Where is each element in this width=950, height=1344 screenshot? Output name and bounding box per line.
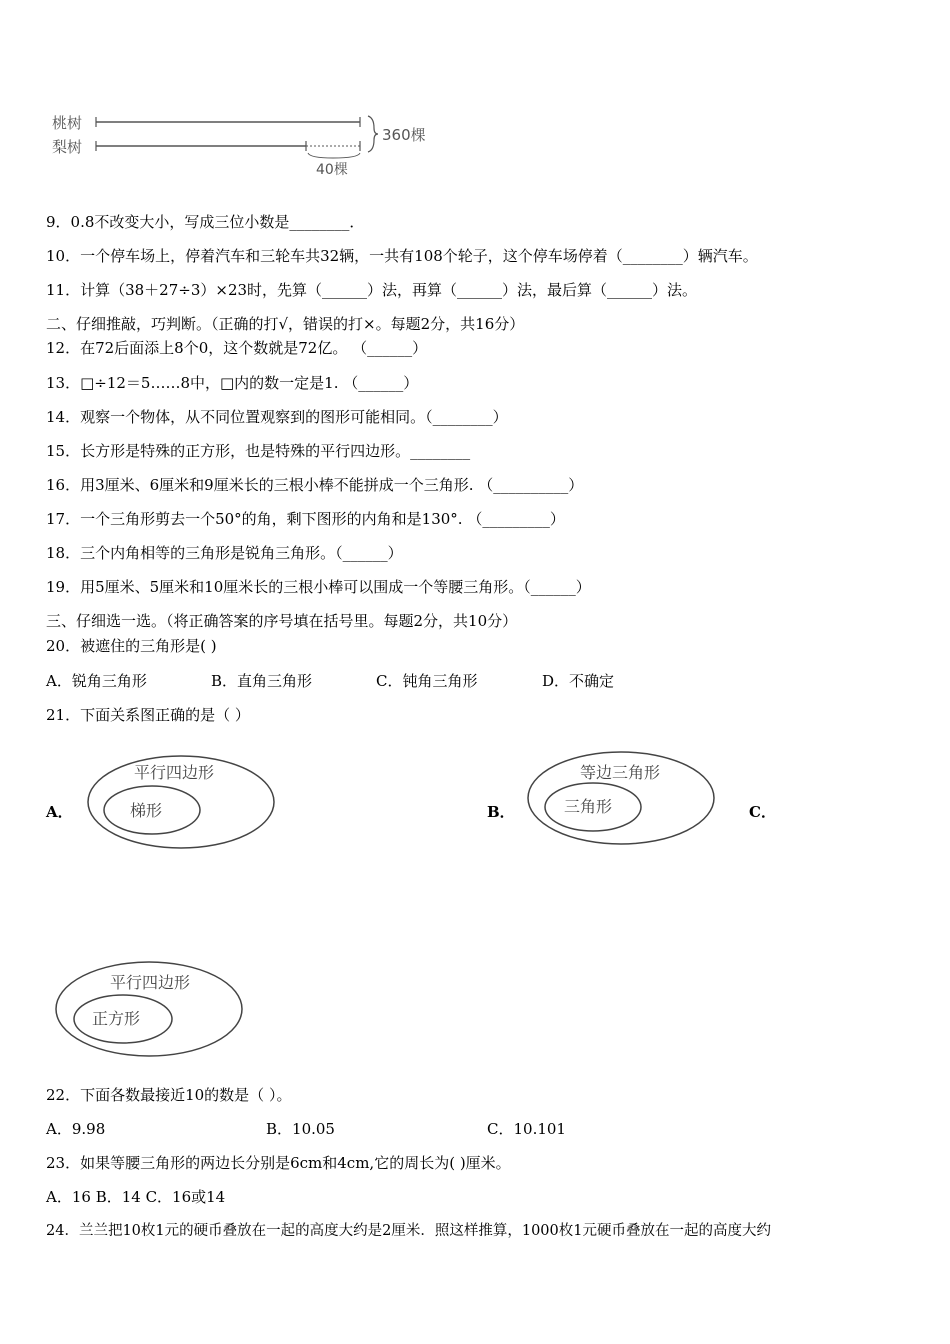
q20-option-d: D．不确定 (542, 672, 615, 690)
question-15: 15．长方形是特殊的正方形，也是特殊的平行四边形。________ (46, 442, 471, 460)
q20-option-a: A．锐角三角形 (46, 672, 147, 690)
question-11: 11．计算（38＋27÷3）×23时，先算（______）法，再算（______）法，最后算（______）法。 (46, 281, 698, 299)
question-22: 22．下面各数最接近10的数是（ ）。 (46, 1086, 292, 1104)
question-10: 10．一个停车场上，停着汽车和三轮车共32辆，一共有108个轮子，这个停车场停着（________）辆汽车。 (46, 247, 758, 265)
peach-tree-label: 桃树 (52, 114, 83, 132)
question-16: 16．用3厘米、6厘米和9厘米长的三根小棒不能拼成一个三角形. （__________） (46, 476, 584, 494)
difference-label: 40棵 (316, 162, 348, 178)
q21-diagram-a (84, 752, 278, 852)
question-21: 21．下面关系图正确的是（ ） (46, 706, 250, 724)
question-19: 19．用5厘米、5厘米和10厘米长的三根小棒可以围成一个等腰三角形。（______） (46, 578, 591, 596)
q22-option-a: A．9.98 (46, 1120, 106, 1138)
q21-label-b: B． (487, 803, 515, 821)
diagram-b-inner-label: 三角形 (564, 797, 613, 816)
question-12: 12．在72后面添上8个0，这个数就是72亿。 （______） (46, 339, 428, 357)
diagram-a-outer-label: 平行四边形 (134, 763, 215, 782)
q21-label-c: C． (749, 803, 776, 821)
section-2-heading: 二、仔细推敲，巧判断。（正确的打√，错误的打×。每题2分，共16分） (46, 315, 525, 333)
pear-tree-label: 梨树 (52, 138, 83, 156)
question-14: 14．观察一个物体，从不同位置观察到的图形可能相同。（________） (46, 408, 508, 426)
line-segment-diagram (48, 108, 448, 180)
diagram-c-outer-label: 平行四边形 (110, 973, 191, 992)
q22-option-c: C．10.101 (487, 1120, 566, 1138)
q22-option-b: B．10.05 (266, 1120, 335, 1138)
question-17: 17．一个三角形剪去一个50°的角，剩下图形的内角和是130°. （_________） (46, 510, 565, 528)
q21-diagram-b (524, 748, 718, 848)
question-18: 18．三个内角相等的三角形是锐角三角形。（______） (46, 544, 403, 562)
difference-brace (308, 153, 360, 158)
diagram-b-outer-label: 等边三角形 (580, 763, 661, 782)
q23-options: A．16 B．14 C．16或14 (46, 1188, 226, 1206)
total-label: 360棵 (382, 126, 426, 144)
q20-option-b: B．直角三角形 (211, 672, 313, 690)
question-23: 23．如果等腰三角形的两边长分别是6cm和4cm,它的周长为( )厘米。 (46, 1154, 511, 1172)
q21-diagram-c (52, 958, 246, 1060)
q20-option-c: C．钝角三角形 (376, 672, 478, 690)
section-3-heading: 三、仔细选一选。（将正确答案的序号填在括号里。每题2分，共10分） (46, 612, 518, 630)
question-24: 24．兰兰把10枚1元的硬币叠放在一起的高度大约是2厘米．照这样推算，1000枚1元硬币叠放在一起的高度大约 (46, 1223, 771, 1239)
question-9: 9．0.8不改变大小，写成三位小数是________． (46, 213, 365, 231)
q21-label-a: A． (46, 803, 73, 821)
total-brace (368, 116, 378, 152)
question-13: 13．□÷12＝5……8中，□内的数一定是1. （______） (46, 374, 419, 392)
diagram-c-inner-label: 正方形 (92, 1009, 141, 1028)
question-20: 20．被遮住的三角形是( ) (46, 637, 217, 655)
diagram-a-inner-label: 梯形 (130, 801, 163, 820)
